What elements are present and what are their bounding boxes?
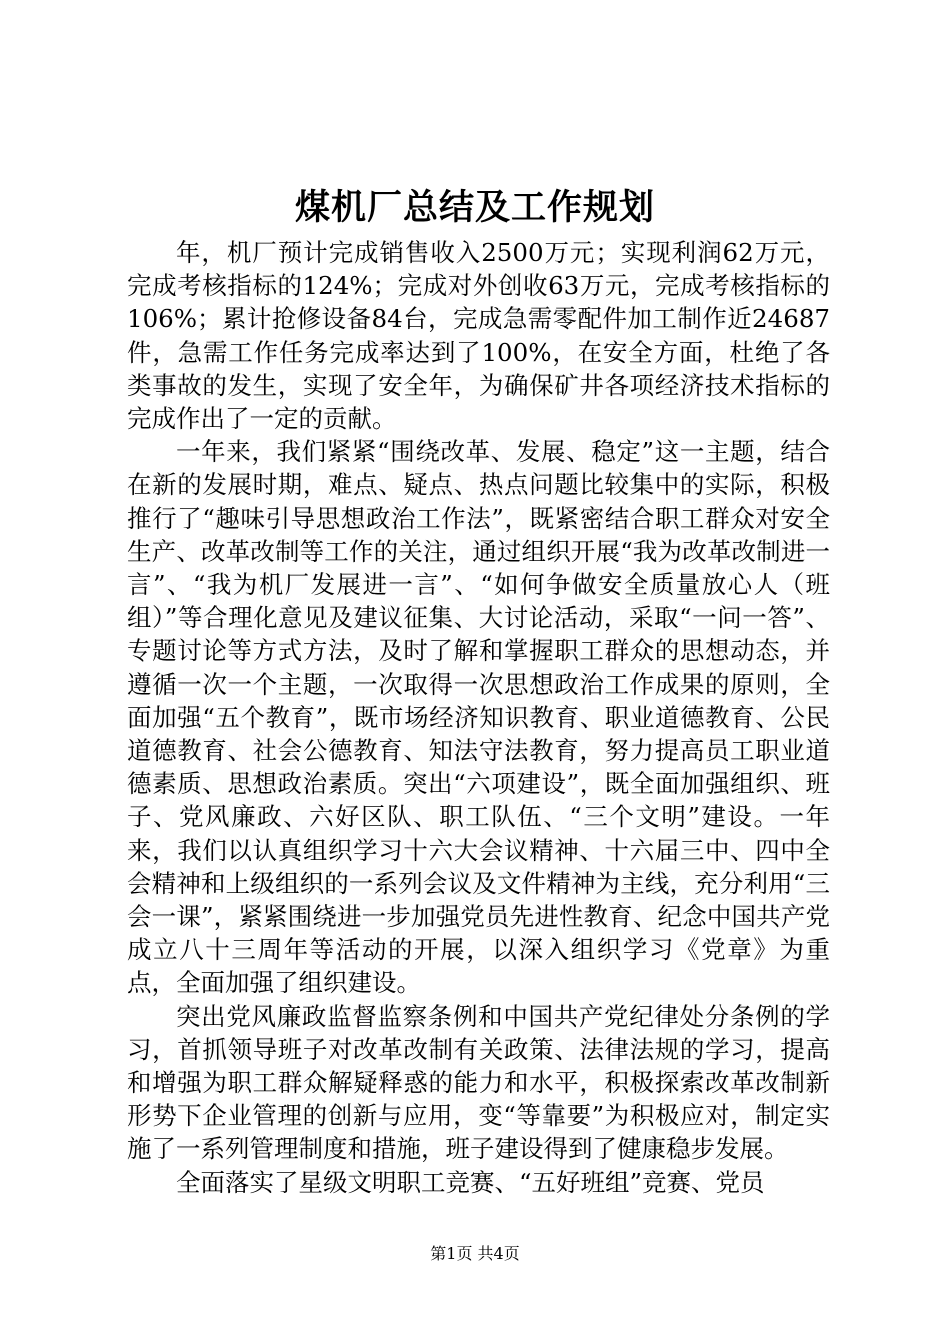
document-body bbox=[127, 236, 830, 1199]
paragraph-4: 全面落实了星级文明职工竞赛、“五好班组”竞赛、党员 bbox=[176, 1167, 765, 1197]
page-number-footer: 第1页 共4页 bbox=[430, 1244, 520, 1263]
document-title: 煤机厂总结及工作规划 bbox=[294, 187, 655, 228]
paragraph-3: 突出党风廉政监督监察条例和中国共产党纪律处分条例的学习，首抓领导班子对改革改制有关政策、法律法规的学习，提高和增强为职工群众解疑释惑的能力和水平，积极探索改革改制新形势下企业管理的创新与应用，变“等靠要”为积极应对，制定实施了一系列管理制度和措施，班子建设得到了健康稳步发展。 bbox=[127, 1001, 830, 1164]
paragraph-1: 年，机厂预计完成销售收入2500万元；实现利润62万元，完成考核指标的124%；完成对外创收63万元，完成考核指标的106%；累计抢修设备84台，完成急需零配件加工制作近24687件，急需工作任务完成率达到了100%，在安全方面，杜绝了各类事故的发生，实现了安全年，为确保矿井各项经济技术指标的完成作出了一定的贡献。 bbox=[127, 238, 830, 434]
paragraph-2: 一年来，我们紧紧“围绕改革、发展、稳定”这一主题，结合在新的发展时期，难点、疑点、热点问题比较集中的实际，积极推行了“趣味引导思想政治工作法”，既紧密结合职工群众对安全生产、改革改制等工作的关注，通过组织开展“我为改革改制进一言”、“我为机厂发展进一言”、“如何争做安全质量放心人（班组）”等合理化意见及建议征集、大讨论活动，采取“一问一答”、专题讨论等方式方法，及时了解和掌握职工群众的思想动态，并遵循一次一个主题，一次取得一次思想政治工作成果的原则，全面加强“五个教育”，既市场经济知识教育、职业道德教育、公民道德教育、社会公德教育、知法守法教育，努力提高员工职业道德素质、思想政治素质。突出“六项建设”，既全面加强组织、班子、党风廉政、六好区队、职工队伍、“三个文明”建设。一年来，我们以认真组织学习十六大会议精神、十六届三中、四中全会精神和上级组织的一系列会议及文件精神为主线，充分利用“三会一课”，紧紧围绕进一步加强党员先进性教育、纪念中国共产党成立八十三周年等活动的开展，以深入组织学习《党章》为重点，全面加强了组织建设。 bbox=[127, 437, 830, 998]
